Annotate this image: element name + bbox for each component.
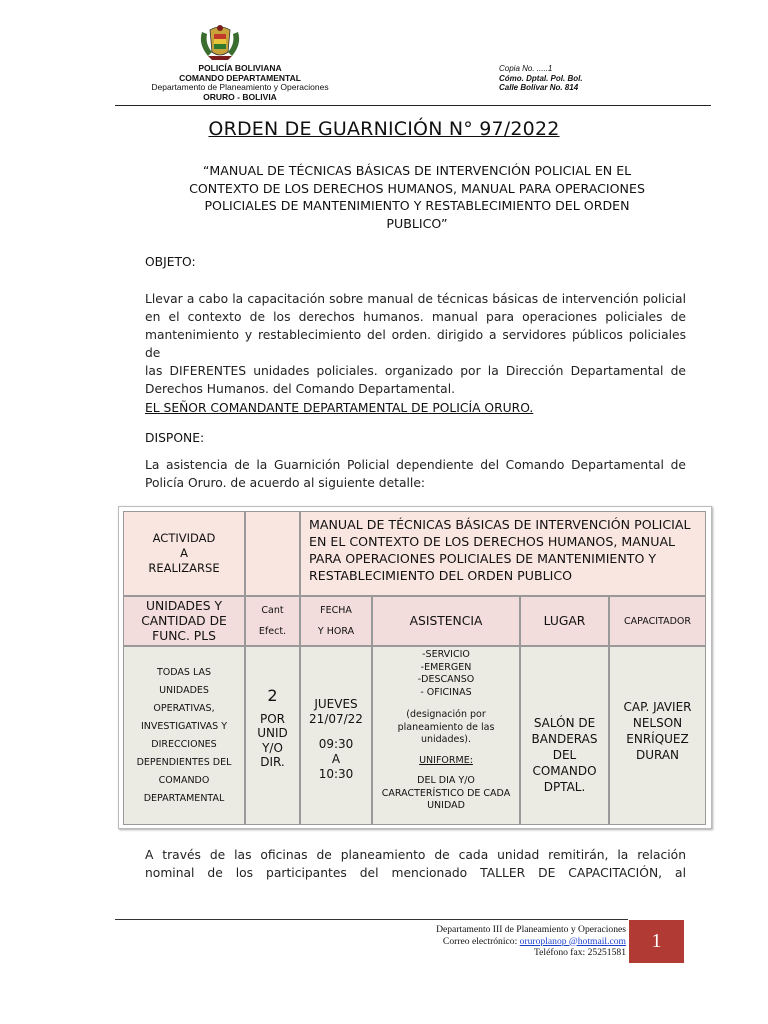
activity-table [118, 506, 712, 829]
cell-line: A [331, 752, 341, 766]
header-line: Departamento de Planeamiento y Operaciones [151, 82, 329, 92]
cell-line: DIRECCIONES [151, 738, 217, 750]
cell-line: COMANDO [158, 774, 210, 786]
header-lugar: LUGAR [520, 596, 609, 646]
header-cant [245, 596, 300, 646]
header-line: Copia No. .....1 [499, 64, 553, 73]
header-asistencia: ASISTENCIA [372, 596, 520, 646]
cell-line: DEL [552, 748, 577, 762]
row-asistencia [372, 646, 520, 825]
subtitle-line: CONTEXTO DE LOS DERECHOS HUMANOS, MANUAL PARA OPERACIONES [189, 180, 645, 196]
cell-line: CAP. JAVIER [623, 700, 692, 714]
cell-line: Y/O [262, 740, 283, 755]
subtitle-line: “MANUAL DE TÉCNICAS BÁSICAS DE INTERVENCIÓN POLICIAL EN EL [202, 163, 632, 178]
cell-line: FECHA [320, 605, 352, 616]
row-fecha [300, 646, 372, 825]
header-line: POLICÍA BOLIVIANA [198, 63, 282, 73]
cell-line: 10:30 [318, 767, 354, 781]
cell-line: EN EL CONTEXTO DE LOS DERECHOS HUMANOS, MANUAL [309, 534, 676, 549]
cell-line: UNIDAD [427, 800, 465, 811]
cell-line: BANDERAS [531, 732, 598, 746]
footer-divider [115, 919, 628, 920]
cell-line: -SERVICIO [422, 649, 470, 660]
cell-line: (designación por [406, 709, 486, 720]
document-title: ORDEN DE GUARNICIÓN N° 97/2022 [208, 118, 560, 140]
cell-line: Efect. [258, 626, 287, 637]
cell-line: Y HORA [317, 626, 355, 637]
dispone-paragraph [145, 456, 686, 492]
cell-line: Cant [261, 605, 284, 616]
cell-line: UNID [257, 726, 288, 740]
cell-line: POR [259, 711, 286, 726]
police-emblem-icon [198, 22, 242, 62]
objeto-label: OBJETO: [145, 255, 196, 269]
footer-email-line [300, 936, 626, 948]
cell-line: OPERATIVAS, [153, 702, 215, 714]
cell-line: TODAS LAS [156, 666, 212, 678]
paragraph-line: nominal de los participantes del mencionado TALLER DE CAPACITACIÓN, al [145, 866, 686, 880]
paragraph-line: Derechos Humanos. del Comando Departamental. [145, 382, 456, 396]
paragraph-line: mantenimiento y restablecimiento del orden. dirigido a servidores públicos policiales de [145, 328, 686, 360]
row-lugar [520, 646, 609, 825]
uniforme-label: UNIFORME: [419, 754, 473, 766]
cell-line: ENRÍQUEZ [626, 732, 689, 746]
cell-line: planeamiento de las [397, 721, 495, 733]
paragraph-line: Policía Oruro. de acuerdo al siguiente detalle: [145, 476, 426, 490]
header-divider [115, 105, 711, 106]
activity-text-cell [300, 511, 706, 596]
cell-line: DEPARTAMENTAL [143, 792, 225, 804]
row-capacitador [609, 646, 706, 825]
row-cant [245, 646, 300, 825]
cell-line: DEPENDIENTES DEL [136, 756, 232, 768]
cell-line: INVESTIGATIVAS Y [140, 720, 227, 732]
subtitle-line: PUBLICO” [386, 215, 448, 231]
subtitle-line: POLICIALES DE MANTENIMIENTO Y RESTABLECIMIENTO DEL ORDEN [204, 198, 630, 213]
header-institution [130, 64, 350, 102]
cell-line: RESTABLECIMIENTO DEL ORDEN PUBLICO [309, 568, 573, 583]
cant-number: 2 [267, 686, 278, 705]
cell-line: UNIDADES Y [146, 598, 222, 613]
cell-line: DPTAL. [543, 780, 586, 794]
cell-line: ACTIVIDAD [152, 531, 216, 545]
header-fecha [300, 596, 372, 646]
cell-line: SALÓN DE [533, 716, 596, 730]
paragraph-line: las DIFERENTES unidades policiales. organizado por la Dirección Departamental de [145, 364, 686, 378]
footer-phone: Teléfono fax: 25251581 [533, 947, 626, 958]
header-line: Calle Bolívar No. 814 [499, 83, 579, 92]
paragraph-line: A través de las oficinas de planeamiento de cada unidad remitirán, la relación [145, 848, 686, 862]
page-number: 1 [629, 920, 684, 963]
cell-line: FUNC. PLS [152, 628, 216, 643]
cell-line: PARA OPERACIONES POLICIALES DE MANTENIMIENTO Y [309, 551, 657, 566]
paragraph-line: La asistencia de la Guarnición Policial dependiente del Comando Departamental de [145, 458, 686, 472]
cell-line: JUEVES [314, 697, 358, 711]
paragraph-line: Llevar a cabo la capacitación sobre manual de técnicas básicas de intervención policial [145, 292, 686, 306]
header-unidades [123, 596, 245, 646]
header-line: ORURO - BOLIVIA [203, 91, 277, 102]
cell-line: - OFICINAS [420, 686, 472, 698]
cell-line: MANUAL DE TÉCNICAS BÁSICAS DE INTERVENCIÓN POLICIAL [309, 517, 691, 532]
cell-line: UNIDADES [159, 684, 209, 696]
footer-contact [300, 924, 626, 959]
row-unidades [123, 646, 245, 825]
cell-line: CARACTERÍSTICO DE CADA [381, 787, 511, 799]
header-line: COMANDO DEPARTAMENTAL [179, 72, 301, 83]
cell-line: unidades). [420, 734, 472, 745]
cell-line: CANTIDAD DE [141, 613, 227, 628]
cell-line: DEL DIA Y/O [417, 775, 475, 786]
cell-line: A [180, 546, 188, 560]
activity-label-cell [123, 511, 245, 596]
cell-line: DURAN [635, 748, 680, 762]
header-capacitador: CAPACITADOR [609, 596, 706, 646]
cell-line: -DESCANSO [417, 674, 475, 685]
cell-line: REALIZARSE [148, 561, 220, 575]
cell-line: COMANDO [532, 764, 597, 778]
cell-line: NELSON [632, 716, 683, 730]
header-line: Cómo. Dptal. Pol. Bol. [499, 73, 583, 83]
cell-line: 21/07/22 [309, 712, 363, 726]
cell-line: 09:30 [318, 737, 354, 751]
footer-email-link[interactable]: oruroplanop @hotmail.com [519, 935, 626, 947]
footer-email-label: Correo electrónico: [442, 935, 520, 947]
header-copy-info [499, 64, 583, 93]
objeto-paragraph [145, 290, 686, 398]
dispone-label: DISPONE: [145, 431, 205, 445]
cell-line: -EMERGEN [420, 661, 472, 673]
footer-dept: Departamento III de Planeamiento y Operaciones [436, 924, 626, 935]
activity-spacer-cell [245, 511, 300, 596]
commander-line: EL SEÑOR COMANDANTE DEPARTAMENTAL DE POLICÍA ORURO. [145, 401, 534, 415]
document-subtitle [170, 162, 664, 232]
cell-line: DIR. [260, 755, 285, 769]
closing-paragraph [145, 846, 686, 882]
paragraph-line: en el contexto de los derechos humanos. manual para operaciones policiales de [145, 310, 686, 324]
